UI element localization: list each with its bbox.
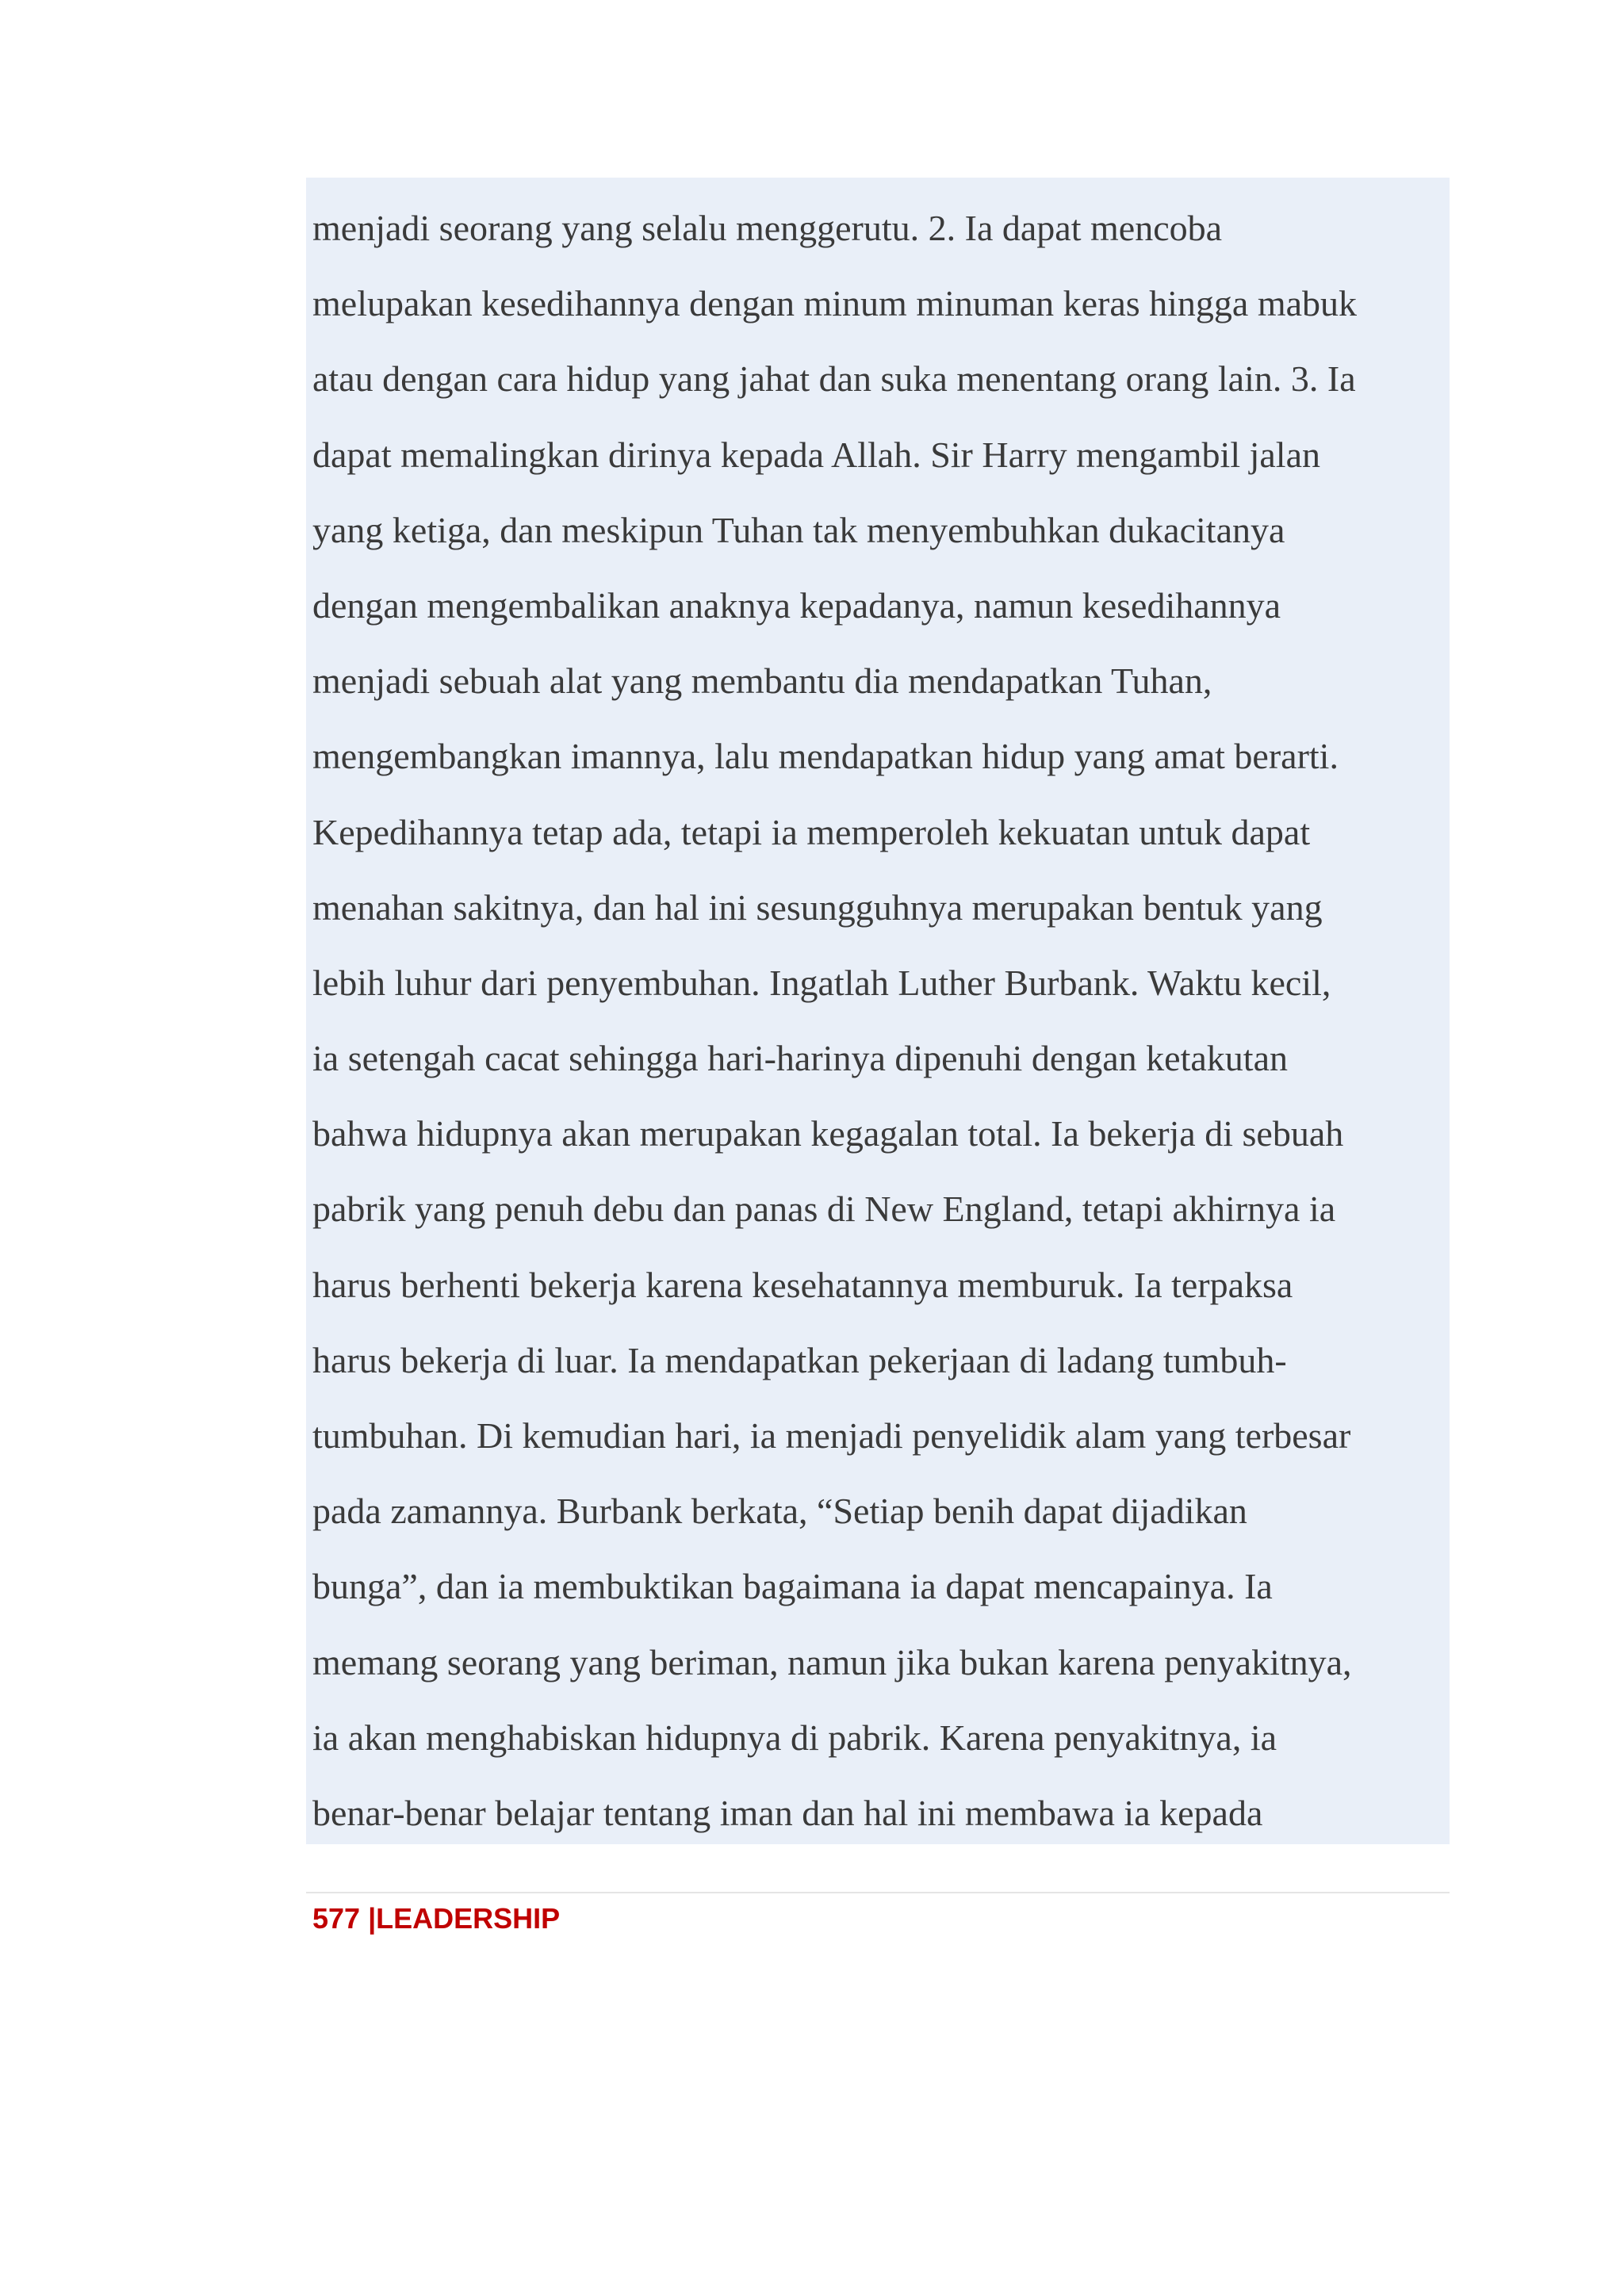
text-line: lebih luhur dari penyembuhan. Ingatlah Luther Burbank. Waktu kecil, [312,962,1331,1003]
highlighted-text-block [306,178,1450,1844]
text-line: memang seorang yang beriman, namun jika bukan karena penyakitnya, [312,1641,1352,1682]
text-line: harus berhenti bekerja karena kesehatannya memburuk. Ia terpaksa [312,1264,1293,1305]
text-line: dapat memalingkan dirinya kepada Allah. Sir Harry mengambil jalan [312,434,1320,475]
text-line: pabrik yang penuh debu dan panas di New England, tetapi akhirnya ia [312,1189,1336,1230]
text-line: bahwa hidupnya akan merupakan kegagalan total. Ia bekerja di sebuah [312,1113,1344,1154]
text-line: menahan sakitnya, dan hal ini sesungguhnya merupakan bentuk yang [312,886,1323,928]
text-line: atau dengan cara hidup yang jahat dan suka menentang orang lain. 3. Ia [312,358,1356,400]
text-line: benar-benar belajar tentang iman dan hal ini membawa ia kepada [312,1792,1263,1833]
text-line: pada zamannya. Burbank berkata, “Setiap benih dapat dijadikan [312,1491,1247,1532]
text-line: ia setengah cacat sehingga hari-harinya dipenuhi dengan ketakutan [312,1038,1288,1079]
text-line: harus bekerja di luar. Ia mendapatkan pekerjaan di ladang tumbuh- [312,1339,1287,1380]
text-line: menjadi sebuah alat yang membantu dia mendapatkan Tuhan, [312,660,1212,702]
text-line: tumbuhan. Di kemudian hari, ia menjadi penyelidik alam yang terbesar [312,1415,1351,1456]
text-line: Kepedihannya tetap ada, tetapi ia memperoleh kekuatan untuk dapat [312,811,1311,852]
page-footer-label: 577 |LEADERSHIP [312,1902,561,1935]
text-line: mengembangkan imannya, lalu mendapatkan hidup yang amat berarti. [312,736,1339,777]
text-line: ia akan menghabiskan hidupnya di pabrik. Karena penyakitnya, ia [312,1717,1277,1758]
text-line: yang ketiga, dan meskipun Tuhan tak menyembuhkan dukacitanya [312,509,1285,550]
footer-divider [306,1892,1450,1893]
text-line: dengan mengembalikan anaknya kepadanya, namun kesedihannya [312,584,1281,626]
text-line: menjadi seorang yang selalu menggerutu. 2. Ia dapat mencoba [312,208,1223,248]
text-line: melupakan kesedihannya dengan minum minuman keras hingga mabuk [312,283,1358,324]
text-line: bunga”, dan ia membuktikan bagaimana ia dapat mencapainya. Ia [312,1566,1273,1607]
